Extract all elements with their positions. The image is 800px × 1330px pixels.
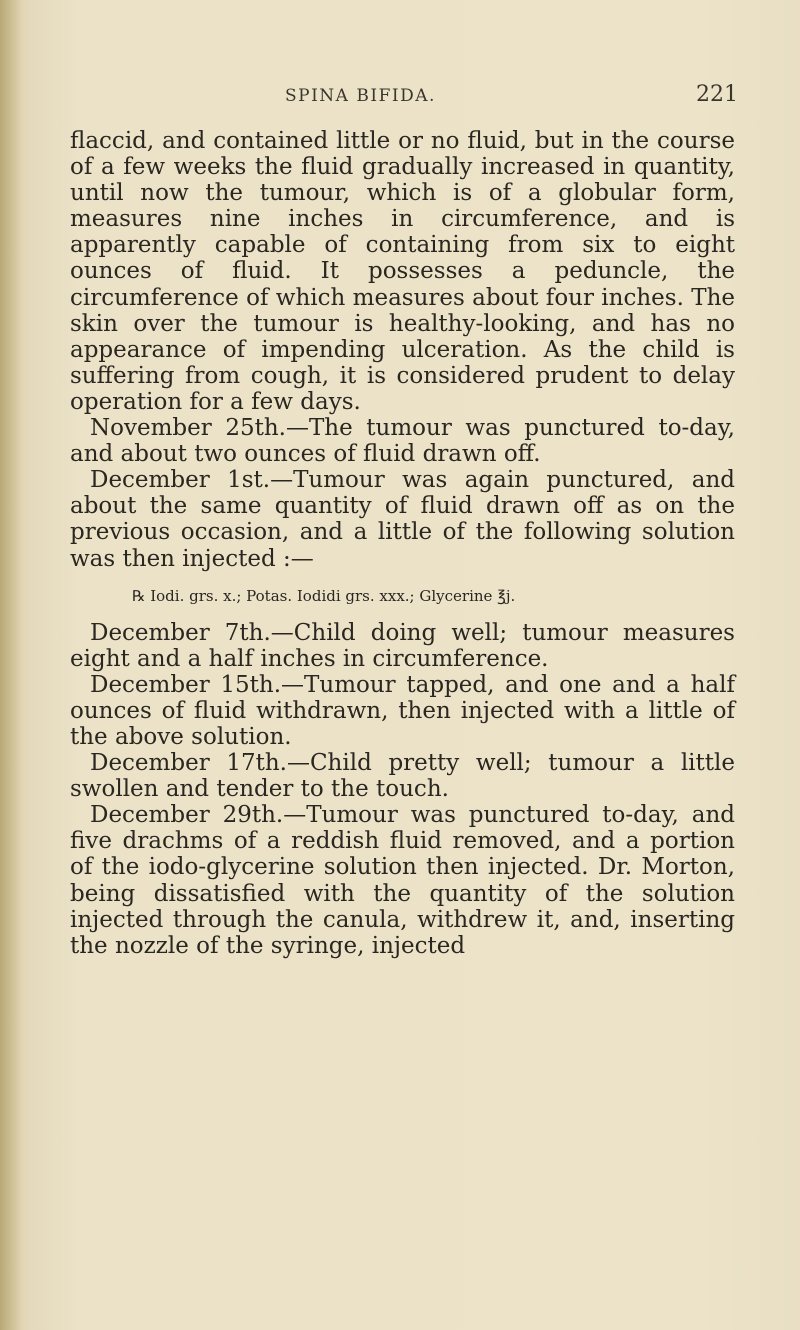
paragraph-dec-29: December 29th.—Tumour was punctured to-day, and five drachms of a reddish fluid removed, and a portion of the iodo-glycerine solution then injected. Dr. Morton, being dissatisfied with the quantity of the solution injected through the canula, withdrew it, and, inserting the nozzle of the syringe, injected: [70, 802, 735, 959]
paragraph-dec-7: December 7th.—Child doing well; tumour measures eight and a half inches in circumference.: [70, 619, 735, 672]
paragraph-dec-15: December 15th.—Tumour tapped, and one and a half ounces of fluid withdrawn, then injected with a little of the above solution.: [70, 671, 735, 750]
binding-gutter: [0, 0, 22, 1330]
paragraph-dec-17: December 17th.—Child pretty well; tumour a little swollen and tender to the touch.: [70, 750, 735, 803]
page-header: [0, 82, 800, 122]
running-title: SPINA BIFIDA.: [285, 86, 436, 106]
body-text: [70, 128, 735, 959]
paragraph-nov-25: November 25th.—The tumour was punctured to-day, and about two ounces of fluid drawn off.: [70, 415, 735, 468]
paragraph-dec-1: December 1st.—Tumour was again punctured, and about the same quantity of fluid drawn off as on the previous occasion, and a little of the following solution was then injected :—: [70, 467, 735, 572]
page-number: 221: [696, 82, 738, 107]
prescription-formula: ℞ Iodi. grs. x.; Potas. Iodidi grs. xxx.; Glycerine ℥j.: [132, 586, 516, 605]
paragraph-continuation: flaccid, and contained little or no fluid, but in the course of a few weeks the fluid gradually increased in quantity, until now the tumour, which is of a globular form, measures nine inches in circumference, and is apparently capable of containing from six to eight ounces of fluid. It possesses a peduncle, the circumference of which measures about four inches. The skin over the tumour is healthy-looking, and has no appearance of impending ulceration. As the child is suffering from cough, it is considered prudent to delay operation for a few days.: [70, 128, 735, 415]
